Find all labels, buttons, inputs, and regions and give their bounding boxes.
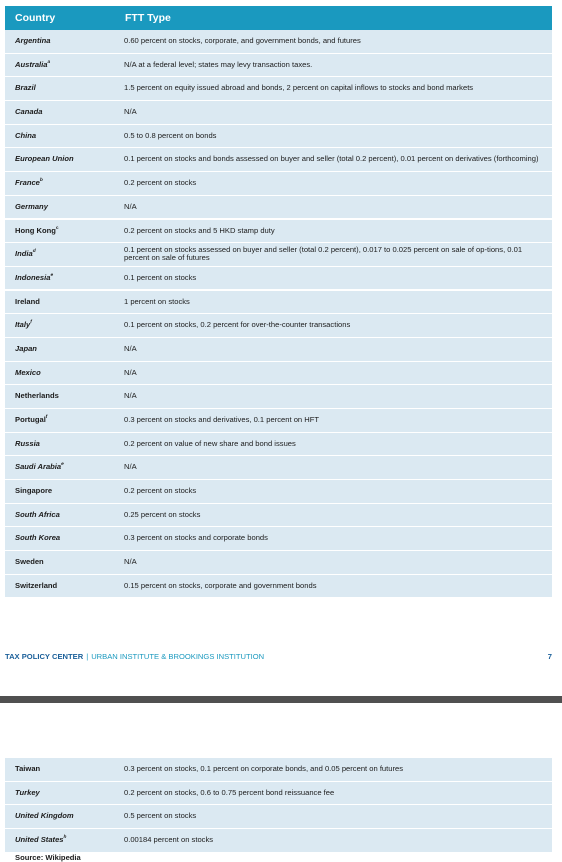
country-cell (5, 298, 124, 307)
footnote-marker: f (30, 320, 32, 326)
table-row (5, 220, 552, 243)
country-name: India (15, 249, 33, 259)
country-name: United Kingdom (15, 811, 74, 821)
ftt-table (5, 6, 552, 597)
country-cell (5, 812, 124, 821)
ftt-type-cell: 0.2 percent on stocks, 0.6 to 0.75 percent bond reissuance fee (124, 787, 335, 797)
table-row (5, 101, 552, 124)
footer-institutions: URBAN INSTITUTE & BROOKINGS INSTITUTION (91, 652, 265, 661)
table-row (5, 314, 552, 337)
table-body (5, 30, 552, 597)
country-name: United States (15, 835, 64, 845)
table-row (5, 575, 552, 598)
ftt-type-cell: 0.2 percent on stocks and 5 HKD stamp duty (124, 225, 275, 235)
table-row (5, 362, 552, 385)
country-name: Sweden (15, 557, 44, 567)
footer-org: TAX POLICY CENTER (5, 652, 84, 661)
ftt-type-cell: 0.3 percent on stocks and derivatives, 0.1 percent on HFT (124, 415, 320, 424)
ftt-type-cell: N/A at a federal level; states may levy transaction taxes. (124, 59, 313, 69)
country-cell (5, 558, 124, 567)
country-name: Argentina (15, 36, 51, 45)
table-header (5, 6, 552, 30)
table-row (5, 267, 552, 290)
ftt-type-cell: N/A (124, 201, 137, 211)
table-row (5, 385, 552, 408)
table-row (5, 480, 552, 503)
footnote-marker: b (39, 178, 43, 184)
country-cell (5, 227, 124, 236)
ftt-type-cell: 0.3 percent on stocks, 0.1 percent on corporate bonds, and 0.05 percent on futures (124, 764, 404, 773)
ftt-type-cell: 0.1 percent on stocks assessed on buyer and seller (total 0.2 percent), 0.017 to 0.025 percent on sale of op-tions, 0.01 percent on sale of futures (124, 244, 523, 263)
column-header-country: Country (15, 12, 56, 24)
country-name: Brazil (15, 83, 36, 93)
table-row (5, 758, 552, 781)
country-cell (5, 463, 124, 472)
table-row (5, 172, 552, 195)
ftt-type-cell: 0.2 percent on value of new share and bond issues (124, 438, 296, 448)
table-row (5, 291, 552, 314)
ftt-type-cell: 0.15 percent on stocks, corporate and government bonds (124, 580, 317, 590)
ftt-type-cell: N/A (124, 462, 137, 472)
country-name: Mexico (15, 367, 41, 377)
country-name: Singapore (15, 486, 53, 496)
country-cell (5, 440, 124, 449)
country-name: France (15, 178, 40, 188)
ftt-type-cell: 1.5 percent on equity issued abroad and bonds, 2 percent on capital inflows to stocks and bond markets (124, 83, 474, 93)
ftt-table-continued (5, 758, 552, 852)
table-row (5, 527, 552, 550)
table-row (5, 338, 552, 361)
country-name: Japan (15, 343, 37, 353)
ftt-type-cell: 0.3 percent on stocks and corporate bonds (124, 533, 268, 543)
cut-off-row: Source: Wikipedia (15, 853, 81, 862)
country-name: Hong Kong (15, 225, 56, 235)
country-cell (5, 84, 124, 93)
country-cell (5, 582, 124, 591)
country-name: Germany (15, 201, 48, 211)
page-number: 7 (547, 652, 552, 661)
country-cell (5, 345, 124, 354)
country-cell (5, 155, 124, 164)
country-name: Ireland (15, 296, 40, 306)
ftt-type-cell: 0.00184 percent on stocks (124, 835, 214, 845)
country-cell (5, 369, 124, 378)
country-cell (5, 321, 124, 330)
table-row (5, 433, 552, 456)
table-row (5, 243, 552, 266)
footnote-marker: e (61, 462, 64, 468)
country-cell (5, 416, 124, 425)
country-name: Australia (15, 59, 48, 69)
country-cell (5, 274, 124, 283)
ftt-type-cell: 0.60 percent on stocks, corporate, and government bonds, and futures (124, 36, 361, 45)
country-cell (5, 836, 124, 845)
country-name: Saudi Arabia (15, 462, 62, 472)
country-cell (5, 487, 124, 496)
country-name: China (15, 130, 37, 140)
country-cell (5, 392, 124, 401)
footnote-marker: a (47, 59, 51, 65)
country-name: Italy (15, 320, 31, 330)
table-row (5, 409, 552, 432)
ftt-type-cell: N/A (124, 557, 137, 567)
country-cell (5, 61, 124, 70)
table-row (5, 829, 552, 852)
column-header-ftt-type: FTT Type (125, 12, 171, 24)
table-row (5, 148, 552, 171)
country-cell (5, 179, 124, 188)
footnote-marker: e (50, 272, 54, 278)
country-cell (5, 203, 124, 212)
footnote-marker: f (45, 415, 48, 420)
country-name: Indonesia (15, 272, 51, 282)
country-cell (5, 37, 124, 46)
ftt-type-cell: N/A (124, 367, 137, 377)
country-name: South Korea (15, 533, 61, 543)
country-name: South Africa (15, 509, 60, 519)
table-row (5, 805, 552, 828)
ftt-type-cell: 0.2 percent on stocks (124, 178, 197, 188)
ftt-type-cell: 0.1 percent on stocks and bonds assessed on buyer and seller (total 0.2 percent), 0.01 percent on derivatives (forthcoming) (124, 154, 539, 164)
table-row (5, 30, 552, 53)
country-name: Russia (15, 438, 40, 448)
country-cell (5, 511, 124, 520)
table-row (5, 782, 552, 805)
country-cell (5, 534, 124, 543)
ftt-type-cell: N/A (124, 107, 137, 117)
table-row (5, 504, 552, 527)
country-cell (5, 765, 124, 774)
country-name: Netherlands (15, 391, 59, 401)
ftt-type-cell: 0.1 percent on stocks, 0.2 percent for over-the-counter transactions (124, 320, 351, 330)
country-name: Turkey (15, 787, 40, 797)
page-divider (0, 696, 562, 703)
ftt-type-cell: 0.5 to 0.8 percent on bonds (124, 130, 217, 140)
table-row (5, 456, 552, 479)
table-row (5, 551, 552, 574)
country-name: Switzerland (15, 580, 58, 590)
footnote-marker: h (63, 835, 67, 841)
country-name: Taiwan (15, 764, 41, 773)
page-footer (5, 652, 552, 661)
ftt-type-cell: N/A (124, 343, 137, 353)
country-name: Canada (15, 107, 43, 117)
table-row (5, 196, 552, 219)
ftt-type-cell: 0.1 percent on stocks (124, 272, 197, 282)
table-body-continued (5, 758, 552, 852)
country-cell (5, 250, 124, 259)
table-row (5, 77, 552, 100)
footnote-marker: c (55, 225, 59, 231)
ftt-type-cell: N/A (124, 391, 137, 401)
ftt-type-cell: 1 percent on stocks (124, 296, 190, 306)
country-name: European Union (15, 154, 74, 164)
ftt-type-cell: 0.5 percent on stocks (124, 811, 197, 821)
footer-separator: | (86, 652, 89, 661)
table-row (5, 125, 552, 148)
country-cell (5, 108, 124, 117)
ftt-type-cell: 0.25 percent on stocks (124, 509, 201, 519)
country-cell (5, 132, 124, 141)
ftt-type-cell: 0.2 percent on stocks (124, 486, 197, 496)
table-row (5, 54, 552, 77)
country-name: Portugal (15, 415, 46, 424)
footnote-marker: d (32, 249, 36, 255)
country-cell (5, 789, 124, 798)
